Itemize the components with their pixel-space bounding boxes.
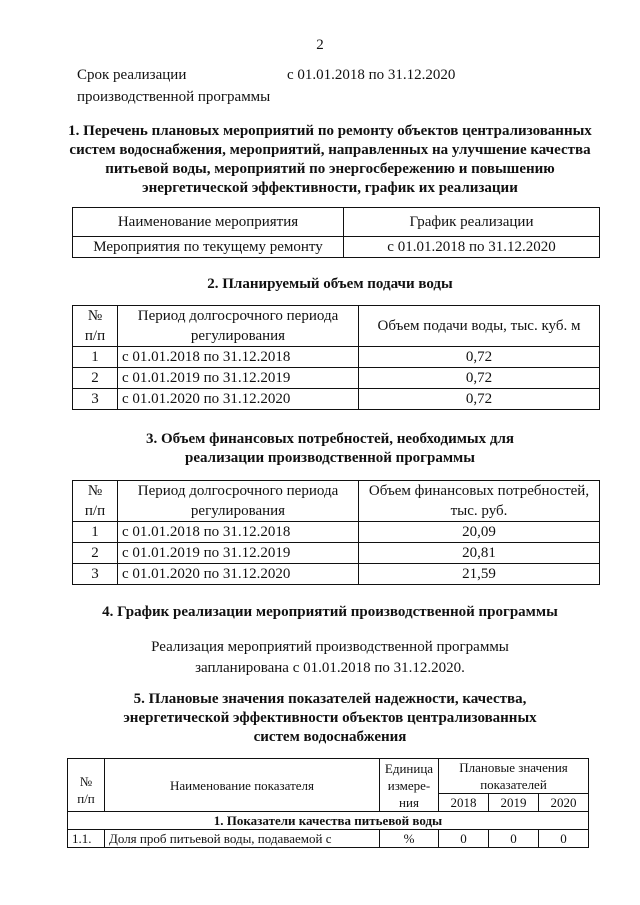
cell-period: с 01.01.2020 по 31.12.2020 xyxy=(118,389,359,410)
cell-no: 3 xyxy=(73,564,118,585)
col-header-period: Период долгосрочного периода регулирования xyxy=(118,306,359,347)
term-value: с 01.01.2018 по 31.12.2020 xyxy=(287,67,456,83)
col-header-value: Объем подачи воды, тыс. куб. м xyxy=(359,306,600,347)
table-row xyxy=(73,237,600,258)
cell-no: 1 xyxy=(73,347,118,368)
cell-value: 20,81 xyxy=(359,543,600,564)
col-header-period: Период долгосрочного периода регулирования xyxy=(118,481,359,522)
col-header-no xyxy=(73,481,118,522)
section4-heading: 4. График реализации мероприятий производственной программы xyxy=(102,604,558,620)
group-heading: 1. Показатели качества питьевой воды xyxy=(68,812,589,830)
col-header-plan: Плановые значения показателей xyxy=(439,759,589,794)
cell-no: 3 xyxy=(73,389,118,410)
cell-value: 0,72 xyxy=(359,347,600,368)
cell-2020: 0 xyxy=(538,830,588,848)
cell-period: с 01.01.2019 по 31.12.2019 xyxy=(118,543,359,564)
col-header-no xyxy=(73,306,118,347)
section2-table xyxy=(72,305,600,410)
cell-schedule: с 01.01.2018 по 31.12.2020 xyxy=(344,237,600,258)
cell-no: 2 xyxy=(73,368,118,389)
cell-no: 1 xyxy=(73,522,118,543)
section3-heading-line2: реализации производственной программы xyxy=(185,450,475,466)
table-row xyxy=(73,564,600,585)
col-header-no-text: № п/п xyxy=(77,774,95,806)
section1-table xyxy=(72,207,600,258)
section3-table xyxy=(72,480,600,585)
cell-value: 21,59 xyxy=(359,564,600,585)
term-label-line1: Срок реализации xyxy=(77,67,187,83)
col-header-no xyxy=(68,759,105,812)
table-header-row xyxy=(73,306,600,347)
cell-no: 2 xyxy=(73,543,118,564)
section5-heading xyxy=(60,690,600,747)
section5-heading-line1: 5. Плановые значения показателей надежности, качества, xyxy=(133,691,527,707)
table-row xyxy=(68,830,589,848)
term-label-line2: производственной программы xyxy=(77,89,271,105)
table-header-row xyxy=(73,481,600,522)
col-header-year-2020: 2020 xyxy=(538,794,588,812)
col-header-year-2019: 2019 xyxy=(488,794,538,812)
table-header-row xyxy=(73,208,600,237)
cell-2018: 0 xyxy=(439,830,489,848)
term-label xyxy=(77,64,270,108)
cell-value: 20,09 xyxy=(359,522,600,543)
cell-value: 0,72 xyxy=(359,368,600,389)
section1-heading: 1. Перечень плановых мероприятий по ремонту объектов централизованных систем водоснабжения, мероприятий, направленных на улучшение качества питьевой воды, мероприятий по энергосбережению и повышению энергетической эффективности, график их реализации xyxy=(68,123,592,196)
section2-heading: 2. Планируемый объем подачи воды xyxy=(207,276,453,292)
cell-2019: 0 xyxy=(488,830,538,848)
col-header-no-text: № п/п xyxy=(84,483,106,519)
col-header-name: Наименование мероприятия xyxy=(73,208,344,237)
section3-heading xyxy=(60,430,600,468)
section4-text-line2: запланирована с 01.01.2018 по 31.12.2020. xyxy=(195,660,465,676)
table-row xyxy=(73,389,600,410)
col-header-schedule: График реализации xyxy=(344,208,600,237)
table-row xyxy=(73,543,600,564)
table-row xyxy=(73,522,600,543)
section5-heading-line2: энергетической эффективности объектов централизованных xyxy=(123,710,537,726)
col-header-unit: Единица измере-ния xyxy=(380,759,439,812)
cell-name: Доля проб питьевой воды, подаваемой с xyxy=(105,830,380,848)
cell-period: с 01.01.2020 по 31.12.2020 xyxy=(118,564,359,585)
col-header-value: Объем финансовых потребностей, тыс. руб. xyxy=(359,481,600,522)
table-header-row xyxy=(68,759,589,794)
cell-value: 0,72 xyxy=(359,389,600,410)
col-header-year-2018: 2018 xyxy=(439,794,489,812)
table-row xyxy=(73,347,600,368)
cell-unit: % xyxy=(380,830,439,848)
section5-heading-line3: систем водоснабжения xyxy=(253,729,407,745)
cell-name: Мероприятия по текущему ремонту xyxy=(73,237,344,258)
table-group-row xyxy=(68,812,589,830)
section4-text xyxy=(60,637,600,679)
table-row xyxy=(73,368,600,389)
page-number: 2 xyxy=(316,37,324,53)
cell-period: с 01.01.2018 по 31.12.2018 xyxy=(118,522,359,543)
col-header-no-text: № п/п xyxy=(84,308,106,344)
cell-period: с 01.01.2019 по 31.12.2019 xyxy=(118,368,359,389)
col-header-name: Наименование показателя xyxy=(105,759,380,812)
cell-period: с 01.01.2018 по 31.12.2018 xyxy=(118,347,359,368)
section3-heading-line1: 3. Объем финансовых потребностей, необходимых для xyxy=(145,431,515,447)
section4-text-line1: Реализация мероприятий производственной программы xyxy=(151,639,509,655)
cell-no: 1.1. xyxy=(68,830,105,848)
section5-table xyxy=(67,758,589,848)
